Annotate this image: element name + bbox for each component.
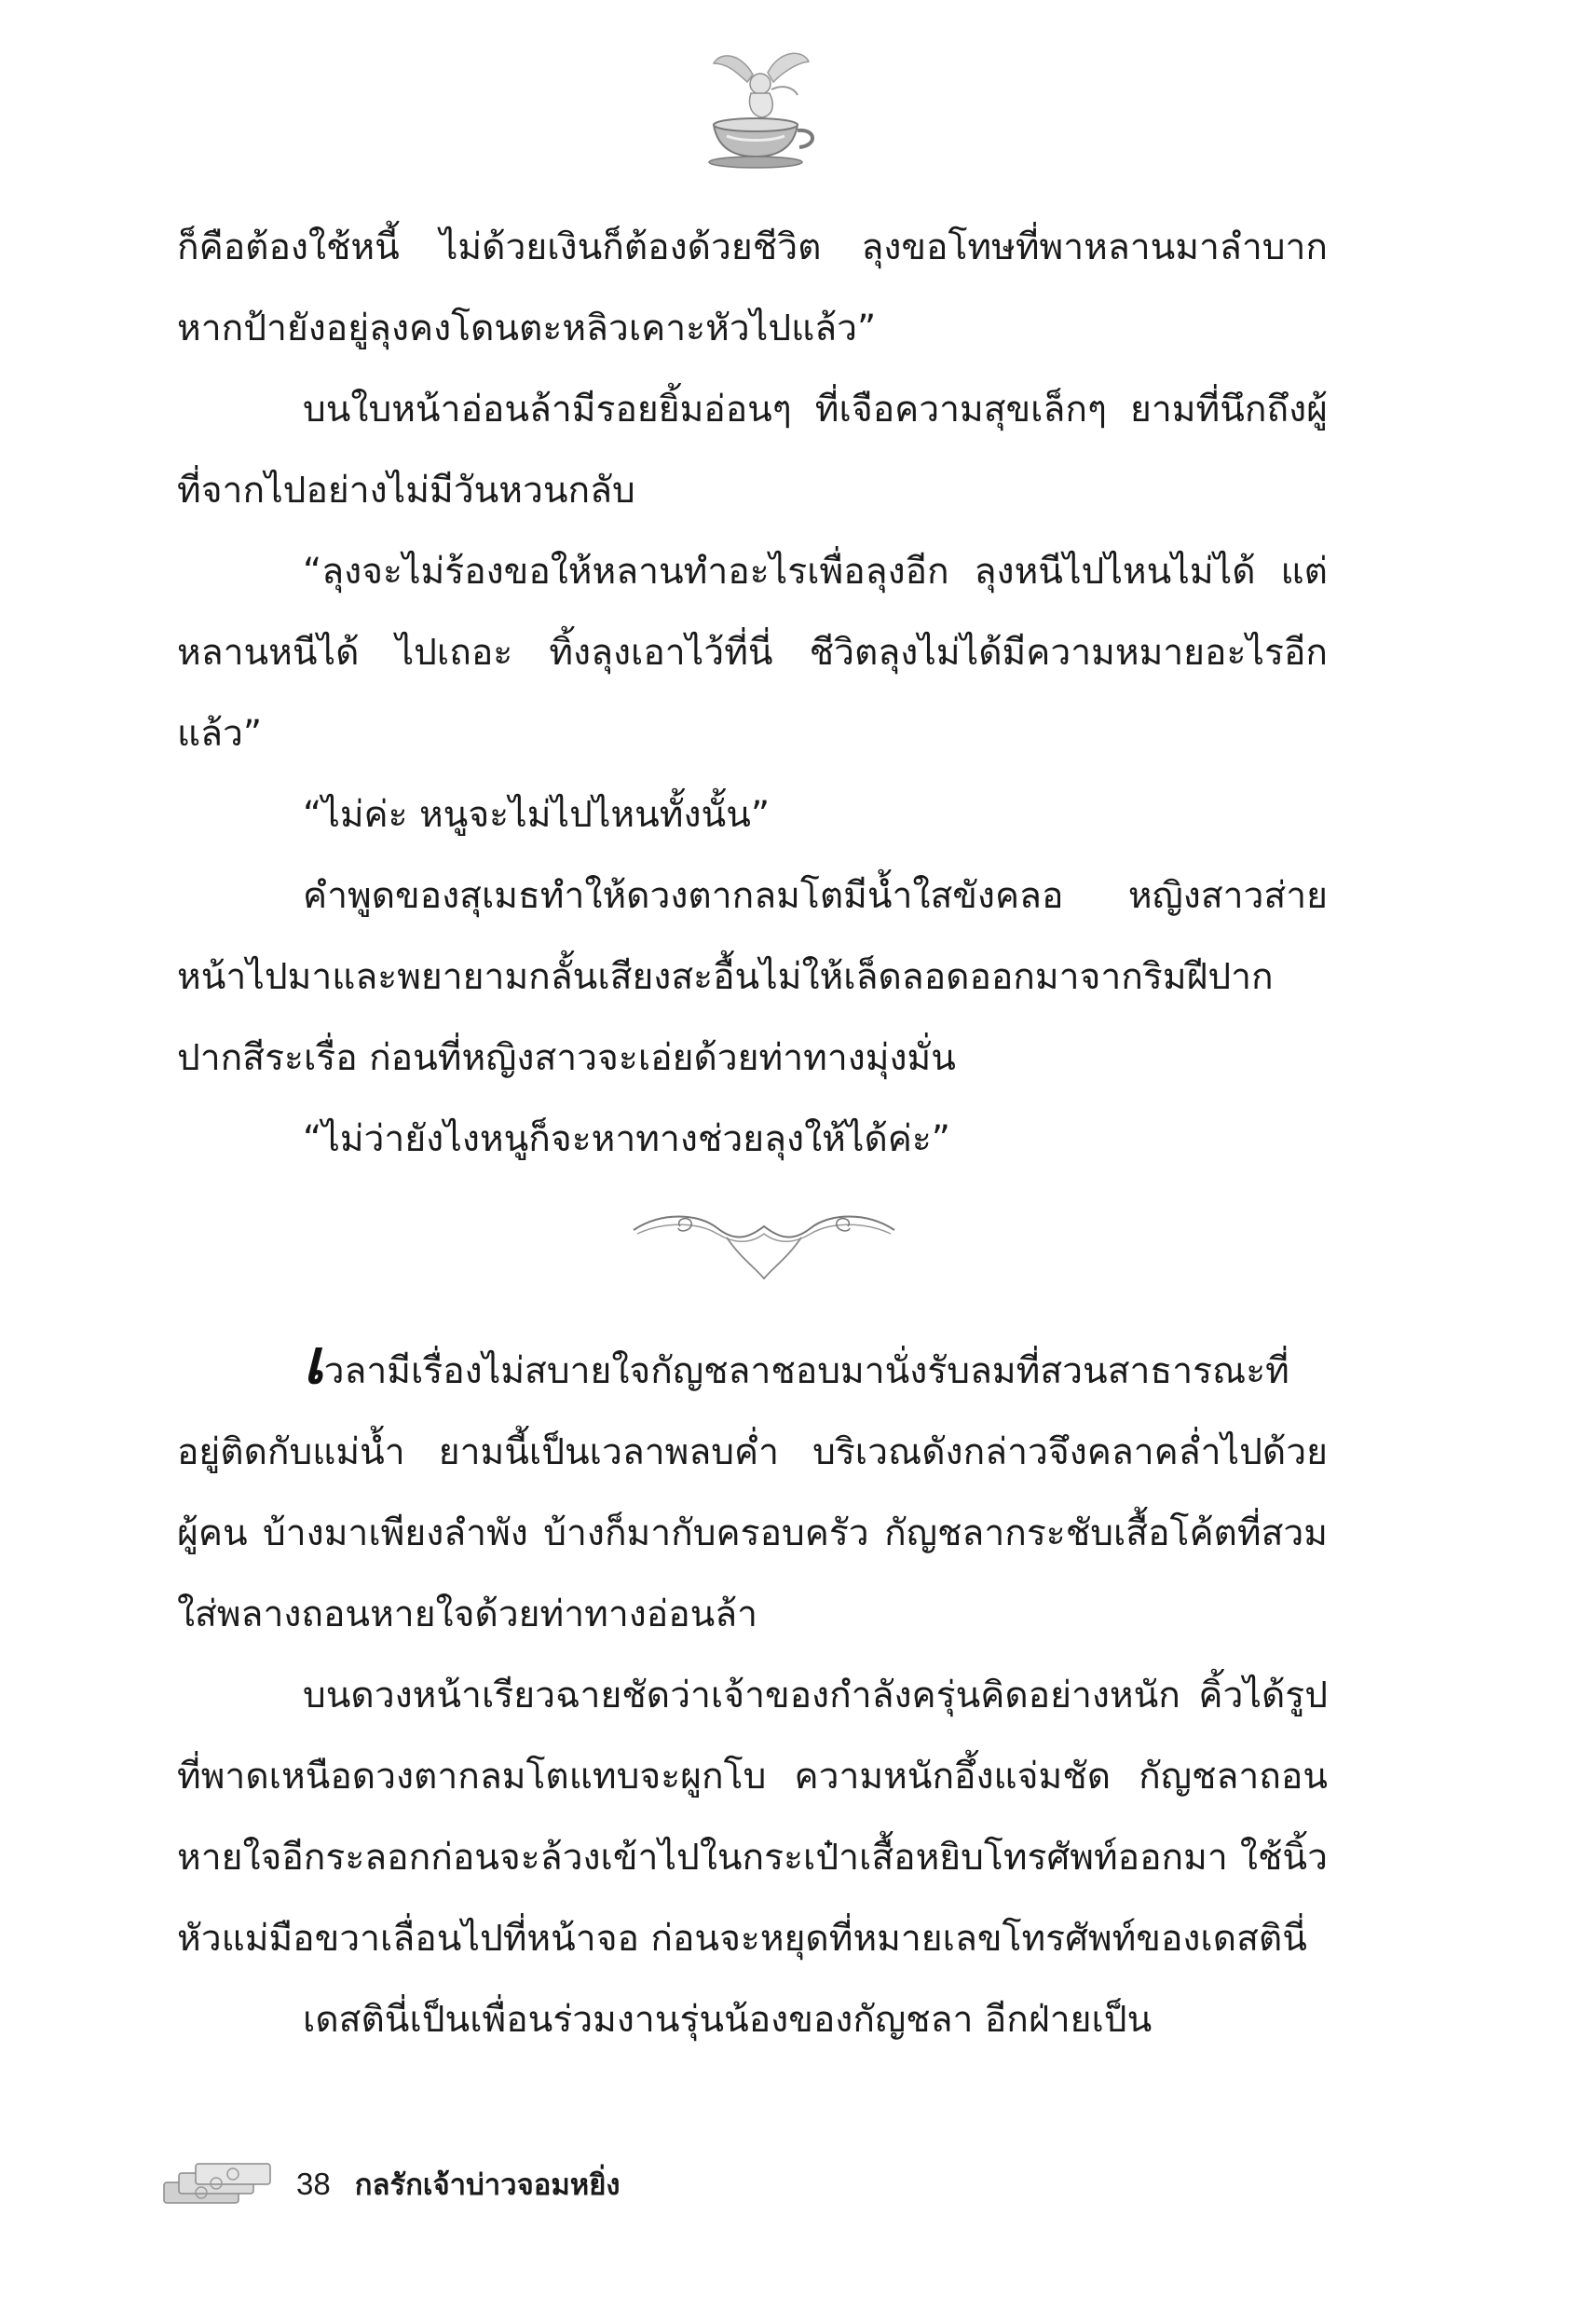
paragraph: ก็คือต้องใช้หนี้ ไม่ด้วยเงินก็ต้องด้วยชีวิต ลุงขอโทษที่พาหลานมาลำบาก หากป้ายังอยู่ลุงคงโดนตะหลิวเคาะหัวไปแล้ว” bbox=[177, 226, 1328, 349]
section-one-text bbox=[177, 207, 1328, 1180]
paragraph-text: วลามีเรื่องไม่สบายใจกัญชลาชอบมานั่งรับลมที่สวนสาธารณะที่อยู่ติดกับแม่น้ำ ยามนี้เป็นเวลาพลบค่ำ บริเวณดังกล่าวจึงคลาคล่ำไปด้วยผู้คน บ้างมาเพียงลำพัง บ้างก็มากับครอบครัว กัญชลากระชับเสื้อโค้ตที่สวมใส่พลางถอนหายใจด้วยท่าทางอ่อนล้า bbox=[177, 1350, 1328, 1635]
cupid-teacup-icon bbox=[686, 47, 825, 172]
flourish-divider-icon bbox=[624, 1202, 904, 1286]
money-stack-icon bbox=[158, 2158, 278, 2210]
page-footer bbox=[158, 2154, 621, 2214]
paragraph: บนดวงหน้าเรียวฉายชัดว่าเจ้าของกำลังครุ่นคิดอย่างหนัก คิ้วได้รูปที่พาดเหนือดวงตากลมโตแทบจะผูกโบ ความหนักอึ้งแจ่มชัด กัญชลาถอนหายใจอีกระลอกก่อนจะล้วงเข้าไปในกระเป๋าเสื้อหยิบโทรศัพท์ออกมา ใช้นิ้วหัวแม่มือขวาเลื่อนไปที่หน้าจอ ก่อนจะหยุดที่หมายเลขโทรศัพท์ของเดสตินี่ bbox=[177, 1675, 1328, 1960]
paragraph: เดสตินี่เป็นเพื่อนร่วมงานรุ่นน้องของกัญชลา อีกฝ่ายเป็น bbox=[303, 1999, 1153, 2041]
drop-cap: เ bbox=[303, 1325, 324, 1398]
paragraph: “ไม่ว่ายังไงหนูก็จะหาทางช่วยลุงให้ได้ค่ะ” bbox=[303, 1118, 951, 1160]
paragraph bbox=[177, 1325, 1328, 1655]
page-number: 38 bbox=[296, 2167, 331, 2201]
paragraph: “ลุงจะไม่ร้องขอให้หลานทำอะไรเพื่อลุงอีก ลุงหนีไปไหนไม่ได้ แต่หลานหนีได้ ไปเถอะ ทิ้งลุงเอาไว้ที่นี่ ชีวิตลุงไม่ได้มีความหมายอะไรอีกแล้ว” bbox=[177, 551, 1328, 755]
book-title: กลรักเจ้าบ่าวจอมหยิ่ง bbox=[354, 2168, 621, 2202]
paragraph: คำพูดของสุเมธทำให้ดวงตากลมโตมีน้ำใสขังคลอ หญิงสาวส่ายหน้าไปมาและพยายามกลั้นเสียงสะอื้นไม่ให้เล็ดลอดออกมาจากริมฝีปากปากสีระเรื่อ ก่อนที่หญิงสาวจะเอ่ยด้วยท่าทางมุ่งมั่น bbox=[177, 875, 1328, 1079]
paragraph: บนใบหน้าอ่อนล้ามีรอยยิ้มอ่อนๆ ที่เจือความสุขเล็กๆ ยามที่นึกถึงผู้ที่จากไปอย่างไม่มีวันหวนกลับ bbox=[177, 389, 1328, 512]
paragraph: “ไม่ค่ะ หนูจะไม่ไปไหนทั้งนั้น” bbox=[303, 794, 771, 836]
section-two-text bbox=[177, 1325, 1328, 2060]
